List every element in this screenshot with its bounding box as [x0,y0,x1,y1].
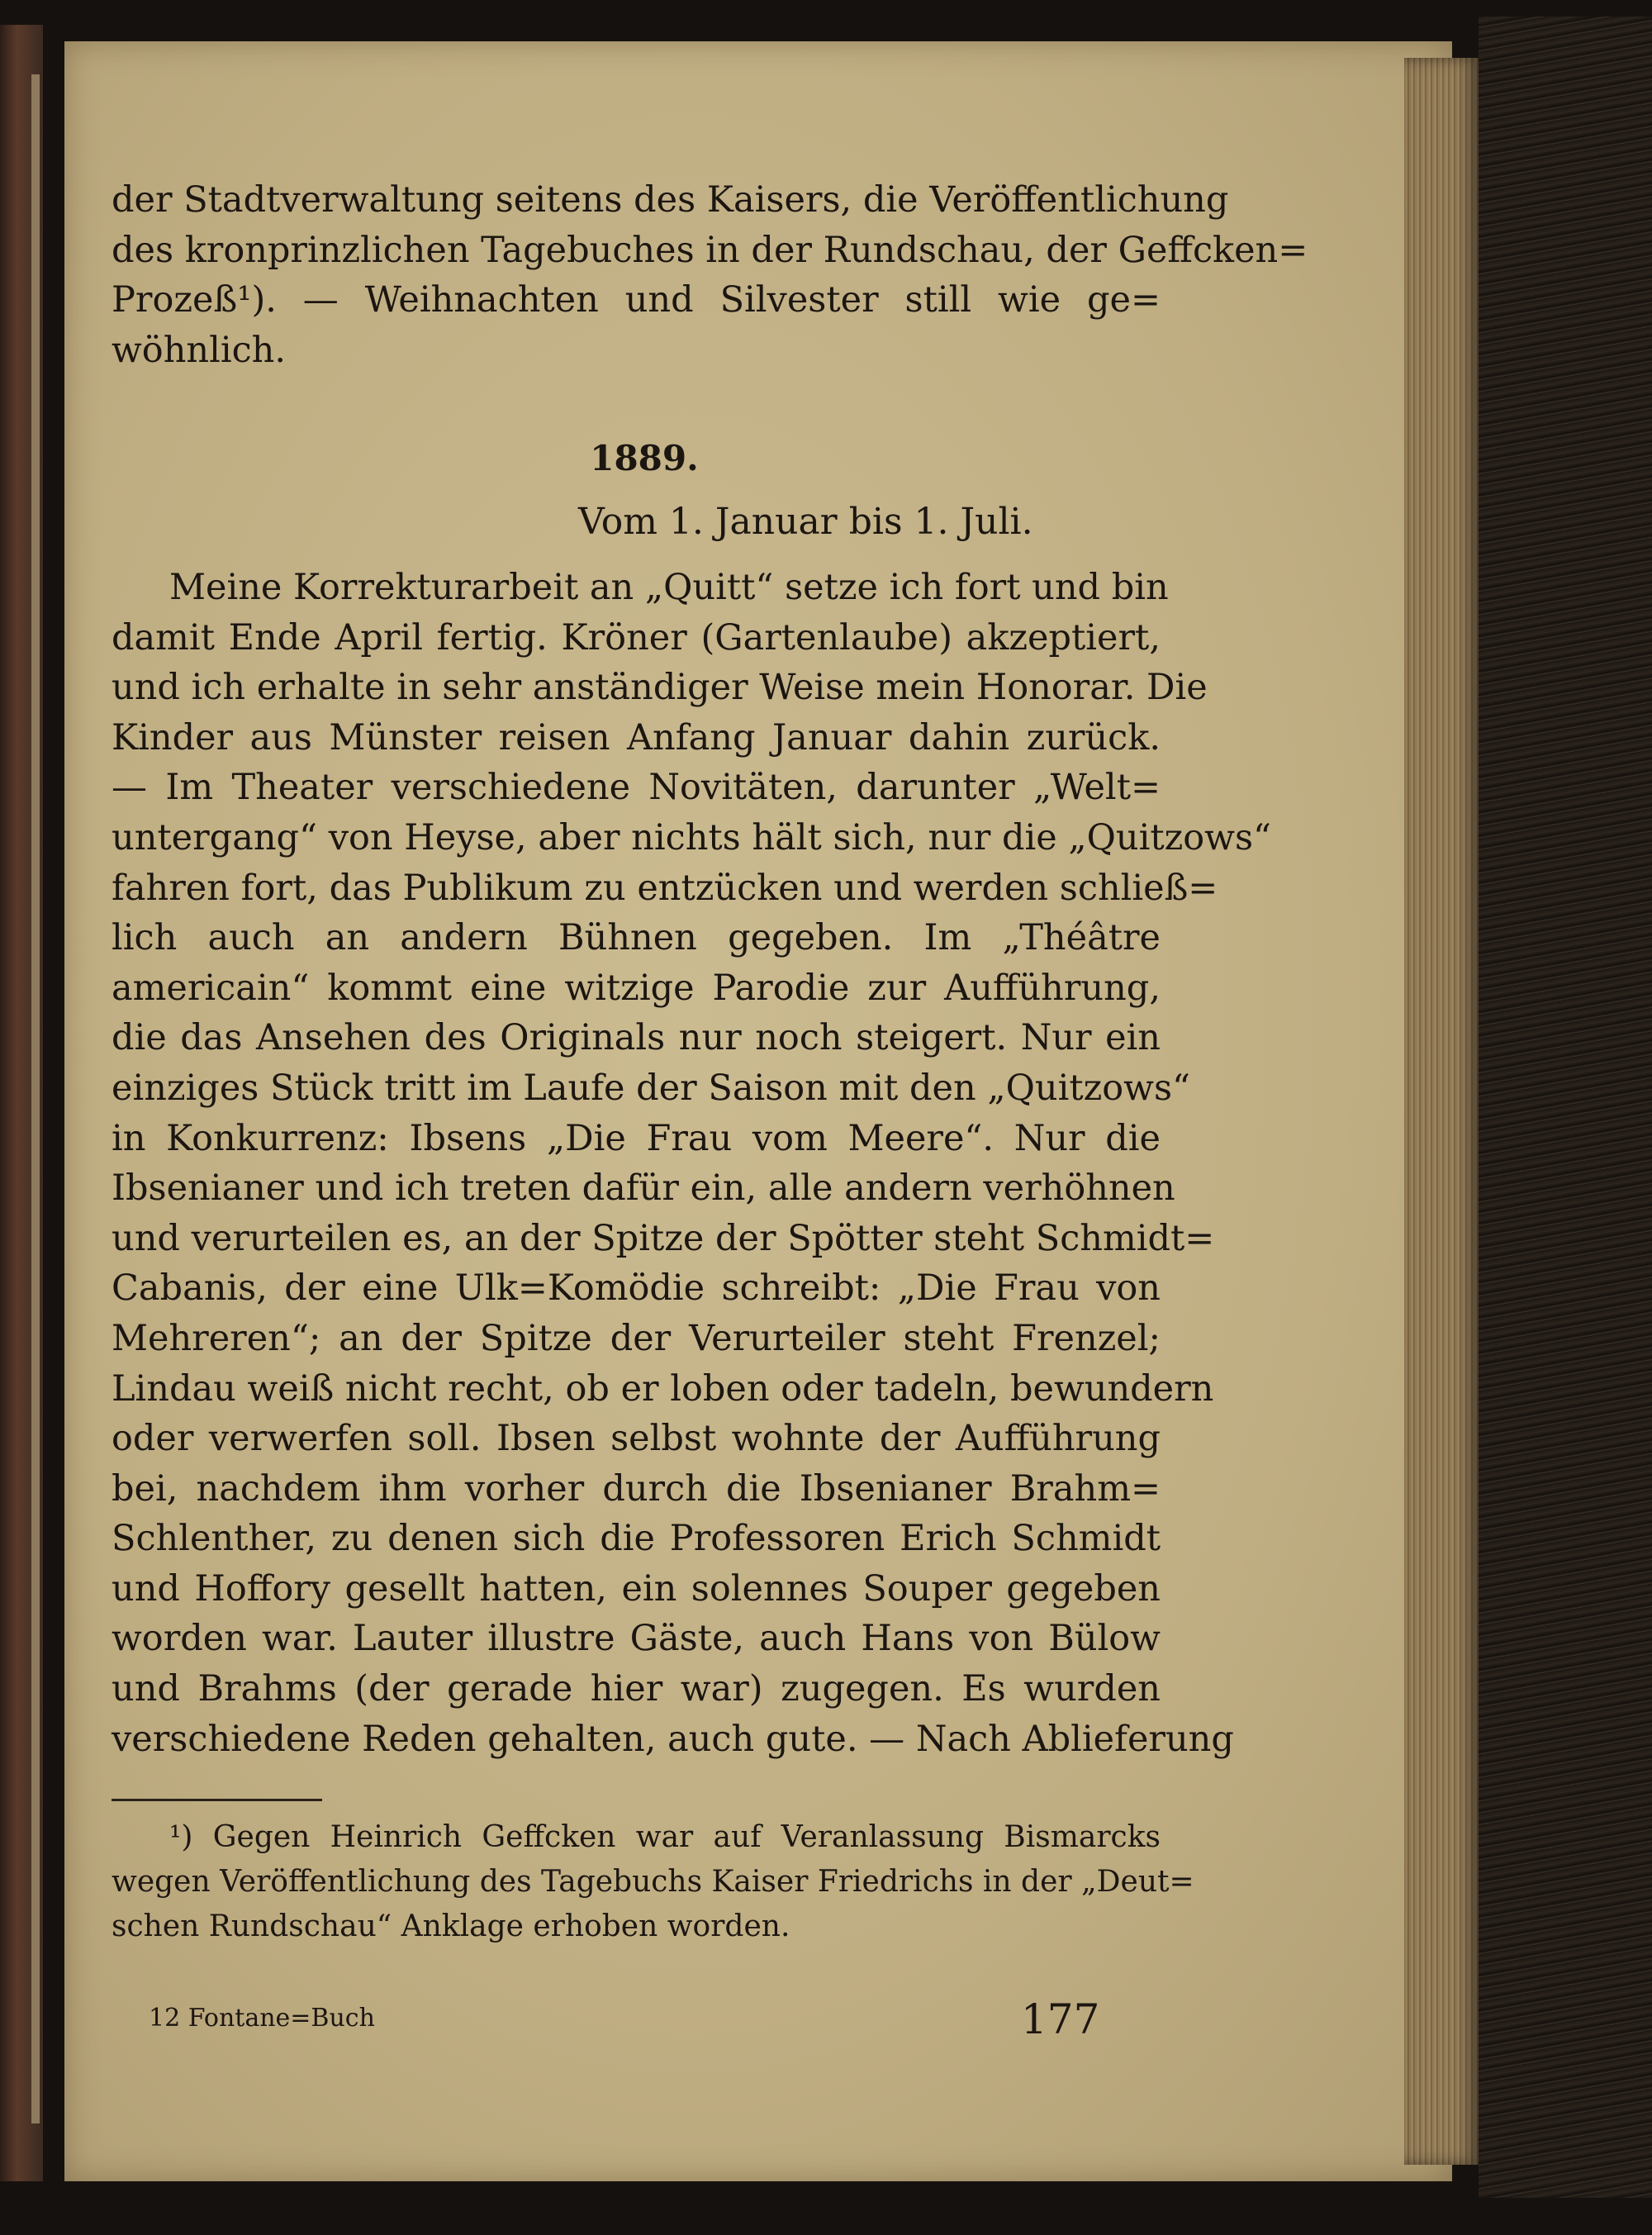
text-line: und Hoffory gesellt hatten, ein solennes Souper gegeben [112,1567,1161,1610]
signature-mark: 12 Fontane=Buch [149,2004,375,2033]
text-line: und verurteilen es, an der Spitze der Spötter steht Schmidt= [112,1217,1215,1259]
text-line: lich auch an andern Bühnen gegeben. Im „Théâtre [112,917,1161,959]
text-line: verschiedene Reden gehalten, auch gute. — Nach Ablieferung [112,1718,1234,1760]
footnote-rule [112,1799,322,1801]
continuation-text [112,175,1308,375]
text-line: in Konkurrenz: Ibsens „Die Frau vom Meere“. Nur die [112,1117,1161,1159]
text-line: Ibsenianer und ich treten dafür ein, alle andern verhöhnen [112,1167,1175,1210]
page-number: 177 [1021,1995,1100,2043]
text-line: fahren fort, das Publikum zu entzücken und werden schließ= [112,867,1218,909]
text-line: Mehreren“; an der Spitze der Verurteiler steht Frenzel; [112,1317,1161,1359]
text-line: americain“ kommt eine witzige Parodie zur Aufführung, [112,967,1161,1009]
left-book-edge [0,25,43,2181]
text-line: und Brahms (der gerade hier war) zugegen. Es wurden [112,1668,1161,1710]
left-page-sliver [31,74,40,2123]
year-heading: 1889. [590,438,699,478]
text-line: Cabanis, der eine Ulk=Komödie schreibt: „Die Frau von [112,1267,1161,1310]
text-line: Meine Korrekturarbeit an „Quitt“ setze ich fort und bin [169,567,1169,608]
date-range-subheading: Vom 1. Januar bis 1. Juli. [578,501,1033,543]
page-stack-edges [1404,58,1479,2165]
text-line: wöhnlich. [112,329,287,371]
text-line: untergang“ von Heyse, aber nichts hält sich, nur die „Quitzows“ [112,816,1272,858]
main-paragraph [112,563,1272,1764]
text-line: und ich erhalte in sehr anständiger Weise mein Honorar. Die [112,667,1208,709]
text-line: damit Ende April fertig. Kröner (Gartenlaube) akzeptiert, [112,616,1161,659]
footnote-line: wegen Veröffentlichung des Tagebuchs Kaiser Friedrichs in der „Deut= [112,1865,1194,1899]
text-line: worden war. Lauter illustre Gäste, auch Hans von Bülow [112,1618,1161,1660]
text-line: der Stadtverwaltung seitens des Kaisers, die Veröffentlichung [112,179,1229,221]
text-line: — Im Theater verschiedene Novitäten, darunter „Welt= [112,767,1161,809]
text-line: des kronprinzlichen Tagebuches in der Rundschau, der Geffcken= [112,229,1308,271]
footnotes [112,1815,1194,1949]
footnote-line: ¹) Gegen Heinrich Geffcken war auf Veranlassung Bismarcks [169,1820,1161,1854]
text-line: Kinder aus Münster reisen Anfang Januar dahin zurück. [112,716,1161,758]
text-line: Prozeß¹). — Weihnachten und Silvester still wie ge= [112,279,1161,321]
footnote-line: schen Rundschau“ Anklage erhoben worden. [112,1909,790,1943]
text-line: bei, nachdem ihm vorher durch die Ibsenianer Brahm= [112,1467,1161,1510]
text-line: Schlenther, zu denen sich die Professoren Erich Schmidt [112,1518,1161,1560]
text-line: die das Ansehen des Originals nur noch steigert. Nur ein [112,1017,1161,1059]
text-line: einziges Stück tritt im Laufe der Saison mit den „Quitzows“ [112,1067,1190,1109]
text-line: oder verwerfen soll. Ibsen selbst wohnte der Aufführung [112,1418,1161,1460]
text-line: Lindau weiß nicht recht, ob er loben oder tadeln, bewundern [112,1367,1214,1410]
book-binding [1479,17,1652,2198]
